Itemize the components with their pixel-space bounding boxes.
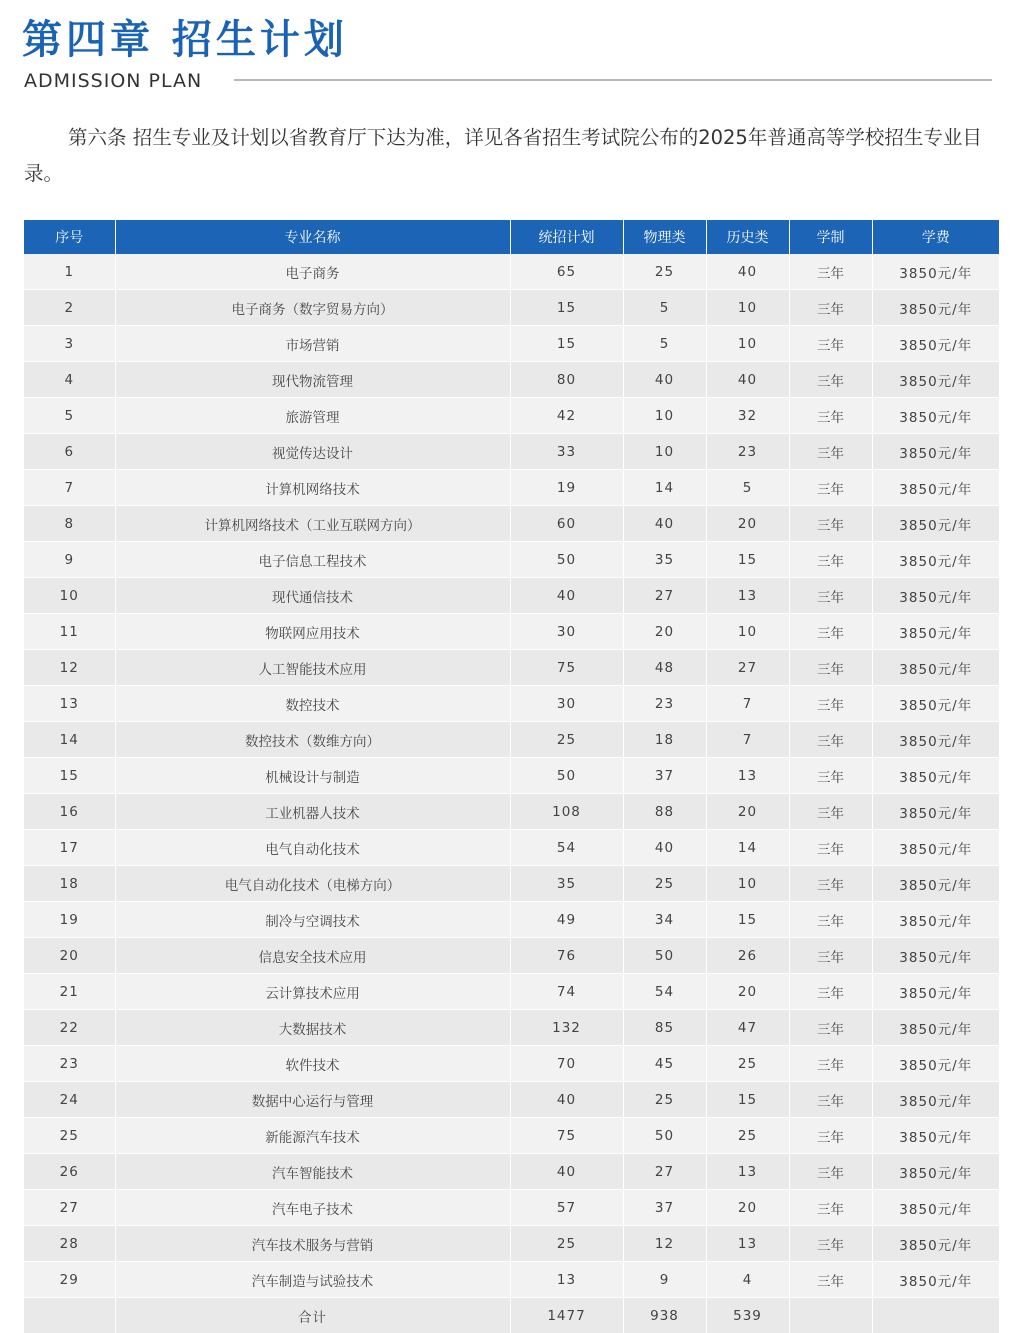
cell-total-empty [24, 1298, 115, 1333]
cell-history: 4 [706, 1262, 789, 1298]
cell-total-label: 合计 [115, 1298, 510, 1333]
cell-major: 汽车智能技术 [115, 1154, 510, 1190]
table-row [24, 362, 999, 398]
cell-no: 20 [24, 938, 115, 974]
table-row [24, 614, 999, 650]
cell-major: 新能源汽车技术 [115, 1118, 510, 1154]
table-row [24, 578, 999, 614]
cell-major: 市场营销 [115, 326, 510, 362]
cell-physics: 88 [623, 794, 706, 830]
cell-no: 2 [24, 290, 115, 326]
cell-plan: 80 [510, 362, 623, 398]
cell-major: 旅游管理 [115, 398, 510, 434]
table-row [24, 794, 999, 830]
cell-fee: 3850元/年 [872, 1046, 999, 1082]
cell-no: 10 [24, 578, 115, 614]
table-header-row [24, 220, 999, 254]
table-row [24, 650, 999, 686]
cell-physics: 40 [623, 830, 706, 866]
cell-plan: 65 [510, 254, 623, 290]
cell-no: 18 [24, 866, 115, 902]
chapter-title: 第四章 招生计划 [22, 14, 348, 66]
cell-physics: 40 [623, 362, 706, 398]
cell-major: 数据中心运行与管理 [115, 1082, 510, 1118]
cell-no: 14 [24, 722, 115, 758]
cell-history: 23 [706, 434, 789, 470]
admission-plan-table [24, 220, 999, 1333]
cell-duration: 三年 [789, 614, 872, 650]
cell-history: 47 [706, 1010, 789, 1046]
table-row [24, 758, 999, 794]
cell-plan: 75 [510, 1118, 623, 1154]
cell-duration: 三年 [789, 326, 872, 362]
cell-no: 8 [24, 506, 115, 542]
cell-duration: 三年 [789, 686, 872, 722]
cell-duration: 三年 [789, 830, 872, 866]
cell-physics: 27 [623, 1154, 706, 1190]
cell-duration: 三年 [789, 866, 872, 902]
cell-plan: 50 [510, 542, 623, 578]
cell-plan: 70 [510, 1046, 623, 1082]
cell-history: 13 [706, 578, 789, 614]
cell-history: 20 [706, 506, 789, 542]
table-row [24, 938, 999, 974]
cell-no: 22 [24, 1010, 115, 1046]
cell-major: 汽车制造与试验技术 [115, 1262, 510, 1298]
cell-fee: 3850元/年 [872, 722, 999, 758]
cell-no: 25 [24, 1118, 115, 1154]
cell-duration: 三年 [789, 542, 872, 578]
cell-plan: 54 [510, 830, 623, 866]
cell-no: 12 [24, 650, 115, 686]
cell-fee: 3850元/年 [872, 830, 999, 866]
cell-physics: 50 [623, 938, 706, 974]
cell-major: 大数据技术 [115, 1010, 510, 1046]
cell-major: 软件技术 [115, 1046, 510, 1082]
cell-duration: 三年 [789, 1226, 872, 1262]
cell-fee: 3850元/年 [872, 290, 999, 326]
cell-plan: 40 [510, 578, 623, 614]
cell-no: 19 [24, 902, 115, 938]
table-row [24, 866, 999, 902]
cell-fee: 3850元/年 [872, 362, 999, 398]
cell-no: 27 [24, 1190, 115, 1226]
table-row [24, 974, 999, 1010]
table-row [24, 506, 999, 542]
cell-fee: 3850元/年 [872, 650, 999, 686]
cell-duration: 三年 [789, 398, 872, 434]
cell-plan: 76 [510, 938, 623, 974]
cell-no: 13 [24, 686, 115, 722]
cell-no: 1 [24, 254, 115, 290]
cell-physics: 12 [623, 1226, 706, 1262]
cell-duration: 三年 [789, 290, 872, 326]
table-row [24, 902, 999, 938]
cell-fee: 3850元/年 [872, 1154, 999, 1190]
cell-plan: 42 [510, 398, 623, 434]
table-row [24, 686, 999, 722]
cell-history: 10 [706, 290, 789, 326]
cell-fee: 3850元/年 [872, 794, 999, 830]
cell-fee: 3850元/年 [872, 686, 999, 722]
article-paragraph: 第六条 招生专业及计划以省教育厅下达为准，详见各省招生考试院公布的2025年普通高等学校招生专业目录。 [24, 120, 999, 192]
cell-plan: 25 [510, 1226, 623, 1262]
cell-major: 云计算技术应用 [115, 974, 510, 1010]
cell-plan: 15 [510, 290, 623, 326]
cell-no: 5 [24, 398, 115, 434]
col-header-plan: 统招计划 [510, 220, 623, 254]
cell-physics: 54 [623, 974, 706, 1010]
cell-history: 20 [706, 974, 789, 1010]
col-header-major: 专业名称 [115, 220, 510, 254]
cell-history: 13 [706, 1226, 789, 1262]
cell-duration: 三年 [789, 434, 872, 470]
cell-history: 13 [706, 758, 789, 794]
cell-history: 20 [706, 794, 789, 830]
cell-fee: 3850元/年 [872, 1262, 999, 1298]
cell-history: 14 [706, 830, 789, 866]
cell-history: 15 [706, 1082, 789, 1118]
col-header-fee: 学费 [872, 220, 999, 254]
cell-major: 人工智能技术应用 [115, 650, 510, 686]
cell-physics: 40 [623, 506, 706, 542]
cell-plan: 19 [510, 470, 623, 506]
cell-duration: 三年 [789, 1118, 872, 1154]
cell-duration: 三年 [789, 794, 872, 830]
cell-physics: 18 [623, 722, 706, 758]
cell-physics: 85 [623, 1010, 706, 1046]
cell-fee: 3850元/年 [872, 758, 999, 794]
cell-history: 7 [706, 686, 789, 722]
cell-fee: 3850元/年 [872, 1010, 999, 1046]
cell-major: 计算机网络技术（工业互联网方向） [115, 506, 510, 542]
table-row [24, 1118, 999, 1154]
cell-history: 15 [706, 902, 789, 938]
table-row [24, 1010, 999, 1046]
cell-no: 15 [24, 758, 115, 794]
table-row [24, 434, 999, 470]
table-row [24, 290, 999, 326]
cell-fee: 3850元/年 [872, 254, 999, 290]
cell-plan: 30 [510, 686, 623, 722]
chapter-subtitle: ADMISSION PLAN [24, 70, 202, 92]
cell-fee: 3850元/年 [872, 1082, 999, 1118]
cell-major: 视觉传达设计 [115, 434, 510, 470]
cell-major: 汽车电子技术 [115, 1190, 510, 1226]
cell-duration: 三年 [789, 578, 872, 614]
cell-history: 27 [706, 650, 789, 686]
cell-no: 26 [24, 1154, 115, 1190]
cell-history: 5 [706, 470, 789, 506]
cell-plan: 15 [510, 326, 623, 362]
cell-total-plan: 1477 [510, 1298, 623, 1333]
cell-major: 计算机网络技术 [115, 470, 510, 506]
cell-major: 电气自动化技术（电梯方向） [115, 866, 510, 902]
cell-history: 10 [706, 866, 789, 902]
cell-duration: 三年 [789, 902, 872, 938]
cell-duration: 三年 [789, 1154, 872, 1190]
cell-physics: 14 [623, 470, 706, 506]
cell-physics: 50 [623, 1118, 706, 1154]
cell-history: 26 [706, 938, 789, 974]
cell-duration: 三年 [789, 1010, 872, 1046]
cell-plan: 108 [510, 794, 623, 830]
cell-major: 制冷与空调技术 [115, 902, 510, 938]
cell-fee: 3850元/年 [872, 470, 999, 506]
table-row [24, 830, 999, 866]
col-header-physics: 物理类 [623, 220, 706, 254]
cell-plan: 40 [510, 1082, 623, 1118]
cell-no: 6 [24, 434, 115, 470]
cell-fee: 3850元/年 [872, 1226, 999, 1262]
cell-major: 电子商务（数字贸易方向） [115, 290, 510, 326]
cell-plan: 60 [510, 506, 623, 542]
cell-physics: 45 [623, 1046, 706, 1082]
table-row [24, 1226, 999, 1262]
cell-no: 16 [24, 794, 115, 830]
cell-no: 24 [24, 1082, 115, 1118]
cell-duration: 三年 [789, 362, 872, 398]
cell-no: 3 [24, 326, 115, 362]
table-row [24, 398, 999, 434]
cell-total-empty [789, 1298, 872, 1333]
cell-plan: 30 [510, 614, 623, 650]
cell-no: 21 [24, 974, 115, 1010]
cell-physics: 48 [623, 650, 706, 686]
cell-duration: 三年 [789, 506, 872, 542]
cell-physics: 25 [623, 254, 706, 290]
cell-physics: 5 [623, 326, 706, 362]
cell-physics: 37 [623, 1190, 706, 1226]
cell-history: 20 [706, 1190, 789, 1226]
cell-plan: 74 [510, 974, 623, 1010]
cell-physics: 5 [623, 290, 706, 326]
cell-physics: 25 [623, 866, 706, 902]
cell-major: 物联网应用技术 [115, 614, 510, 650]
cell-fee: 3850元/年 [872, 902, 999, 938]
cell-fee: 3850元/年 [872, 506, 999, 542]
cell-history: 25 [706, 1046, 789, 1082]
cell-no: 7 [24, 470, 115, 506]
col-header-history: 历史类 [706, 220, 789, 254]
cell-duration: 三年 [789, 938, 872, 974]
cell-plan: 132 [510, 1010, 623, 1046]
cell-major: 数控技术 [115, 686, 510, 722]
cell-fee: 3850元/年 [872, 542, 999, 578]
cell-total-empty [872, 1298, 999, 1333]
cell-physics: 20 [623, 614, 706, 650]
table-row [24, 470, 999, 506]
cell-major: 电子信息工程技术 [115, 542, 510, 578]
cell-plan: 33 [510, 434, 623, 470]
cell-history: 10 [706, 326, 789, 362]
cell-history: 25 [706, 1118, 789, 1154]
cell-major: 电气自动化技术 [115, 830, 510, 866]
cell-duration: 三年 [789, 1262, 872, 1298]
table-row [24, 254, 999, 290]
cell-duration: 三年 [789, 254, 872, 290]
table-row [24, 722, 999, 758]
table-row [24, 542, 999, 578]
cell-major: 信息安全技术应用 [115, 938, 510, 974]
cell-plan: 40 [510, 1154, 623, 1190]
cell-major: 电子商务 [115, 254, 510, 290]
cell-history: 40 [706, 254, 789, 290]
table-row [24, 1046, 999, 1082]
cell-plan: 25 [510, 722, 623, 758]
cell-fee: 3850元/年 [872, 398, 999, 434]
cell-fee: 3850元/年 [872, 434, 999, 470]
cell-total-history: 539 [706, 1298, 789, 1333]
table-row [24, 1154, 999, 1190]
cell-duration: 三年 [789, 1082, 872, 1118]
header-divider [234, 79, 992, 81]
cell-duration: 三年 [789, 758, 872, 794]
cell-plan: 35 [510, 866, 623, 902]
cell-physics: 34 [623, 902, 706, 938]
cell-duration: 三年 [789, 470, 872, 506]
cell-physics: 10 [623, 434, 706, 470]
cell-no: 23 [24, 1046, 115, 1082]
cell-plan: 13 [510, 1262, 623, 1298]
cell-duration: 三年 [789, 1046, 872, 1082]
cell-plan: 75 [510, 650, 623, 686]
cell-no: 4 [24, 362, 115, 398]
col-header-no: 序号 [24, 220, 115, 254]
cell-plan: 49 [510, 902, 623, 938]
cell-duration: 三年 [789, 650, 872, 686]
cell-no: 29 [24, 1262, 115, 1298]
cell-plan: 50 [510, 758, 623, 794]
cell-history: 13 [706, 1154, 789, 1190]
col-header-duration: 学制 [789, 220, 872, 254]
cell-major: 汽车技术服务与营销 [115, 1226, 510, 1262]
cell-fee: 3850元/年 [872, 938, 999, 974]
cell-duration: 三年 [789, 722, 872, 758]
cell-duration: 三年 [789, 974, 872, 1010]
cell-major: 工业机器人技术 [115, 794, 510, 830]
cell-no: 28 [24, 1226, 115, 1262]
cell-fee: 3850元/年 [872, 326, 999, 362]
cell-physics: 9 [623, 1262, 706, 1298]
cell-no: 17 [24, 830, 115, 866]
cell-no: 11 [24, 614, 115, 650]
table-body [24, 254, 999, 1333]
cell-fee: 3850元/年 [872, 578, 999, 614]
cell-history: 15 [706, 542, 789, 578]
cell-physics: 25 [623, 1082, 706, 1118]
cell-major: 机械设计与制造 [115, 758, 510, 794]
cell-history: 7 [706, 722, 789, 758]
cell-history: 40 [706, 362, 789, 398]
cell-history: 32 [706, 398, 789, 434]
cell-no: 9 [24, 542, 115, 578]
cell-major: 数控技术（数维方向） [115, 722, 510, 758]
cell-fee: 3850元/年 [872, 1190, 999, 1226]
cell-history: 10 [706, 614, 789, 650]
cell-fee: 3850元/年 [872, 974, 999, 1010]
table-total-row [24, 1298, 999, 1333]
cell-physics: 35 [623, 542, 706, 578]
table-row [24, 1262, 999, 1298]
cell-fee: 3850元/年 [872, 1118, 999, 1154]
cell-physics: 27 [623, 578, 706, 614]
cell-total-physics: 938 [623, 1298, 706, 1333]
cell-fee: 3850元/年 [872, 614, 999, 650]
cell-physics: 23 [623, 686, 706, 722]
cell-physics: 10 [623, 398, 706, 434]
cell-major: 现代物流管理 [115, 362, 510, 398]
table-row [24, 1190, 999, 1226]
cell-duration: 三年 [789, 1190, 872, 1226]
table-row [24, 1082, 999, 1118]
cell-fee: 3850元/年 [872, 866, 999, 902]
cell-plan: 57 [510, 1190, 623, 1226]
cell-major: 现代通信技术 [115, 578, 510, 614]
table-row [24, 326, 999, 362]
cell-physics: 37 [623, 758, 706, 794]
